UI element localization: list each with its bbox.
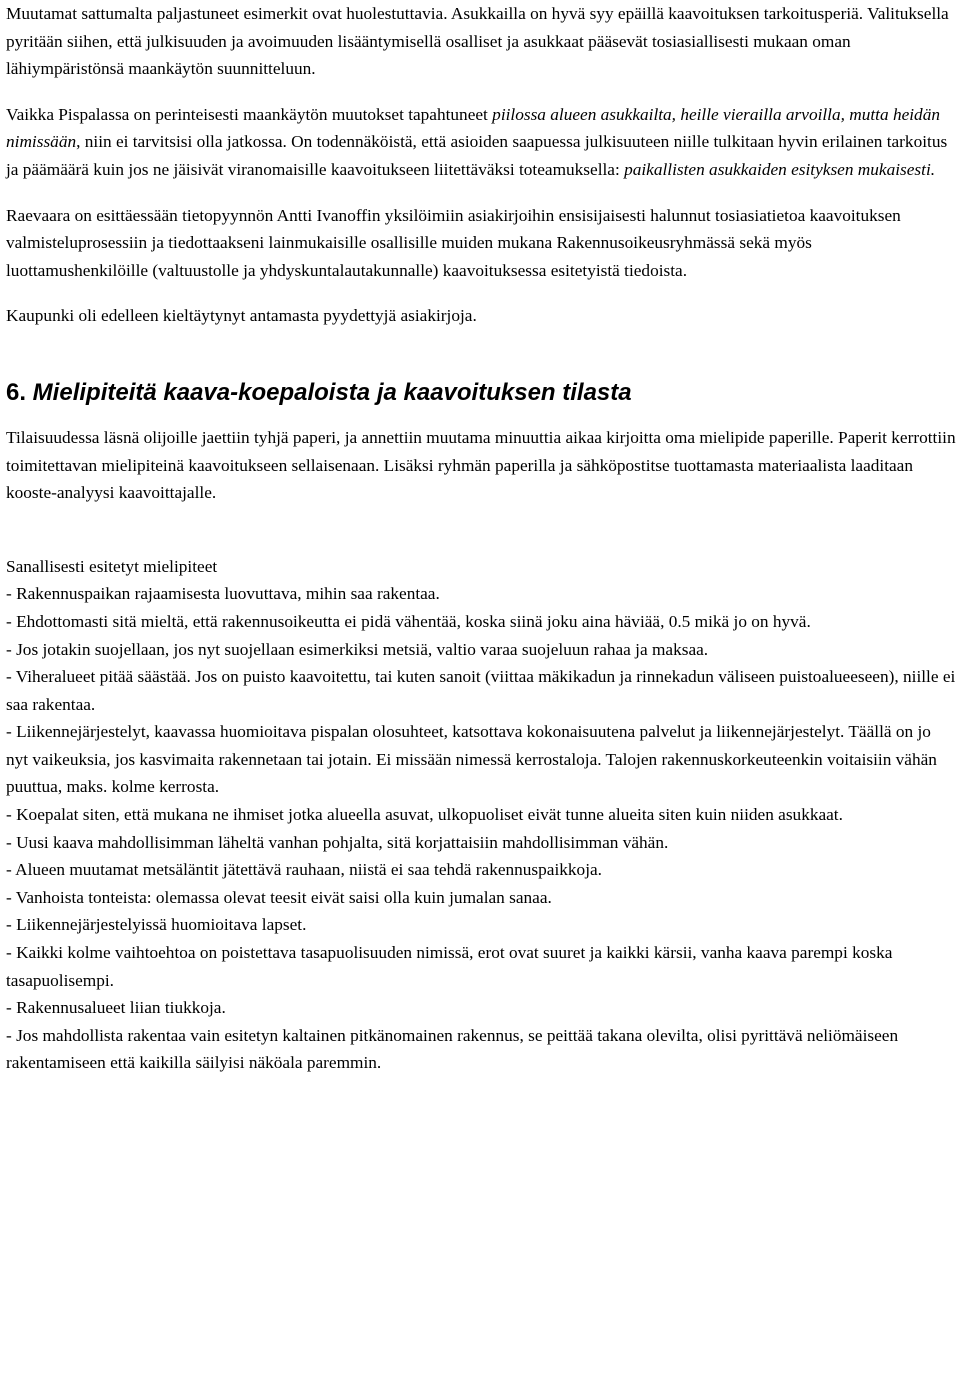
paragraph-pispala-part-c: , niin ei tarvitsisi olla jatkossa. On todennäköistä, että asioiden saapuessa julkisuuteen niille tulkitaan hyvin erilainen tarkoitus ja päämäärä kuin jos ne jäisivät viranomaisille kaavoitukseen liitettäväksi toteamuksella: — [6, 132, 948, 179]
section-heading — [6, 376, 956, 408]
section-intro: Tilaisuudessa läsnä olijoille jaettiin tyhjä paperi, ja annettiin muutama minuuttia aikaa kirjoitta oma mielipide paperille. Paperit kerrottiin toimitettavan mielipiteinä kaavoitukseen sellaisenaan. Lisäksi ryhmän paperilla ja sähköpostitse tuottamasta materiaalista laaditaan kooste-analyysi kaavoittajalle. — [6, 427, 956, 503]
opinions-list — [6, 580, 956, 1077]
list-item: - Liikennejärjestelyt, kaavassa huomioitava pispalan olosuhteet, katsottava kokonaisuutena palvelut ja liikennejärjestelyt. Täällä on jo nyt vaikeuksia, jos kasvimaita rakennetaan tai jotain. Ei missään nimessä kerrostaloja. Talojen rakennuskorkeuteenkin voitaisiin vähän puuttua, maks. kolme kerrosta. — [6, 722, 937, 797]
list-item: - Liikennejärjestelyissä huomioitava lapset. — [6, 915, 307, 935]
paragraph-pispala-italic-1: piilossa alueen asukkailta, heille vierailla arvoilla, mutta heidän nimissään — [6, 104, 940, 152]
list-item: - Rakennuspaikan rajaamisesta luovuttava, mihin saa rakentaa. — [6, 584, 440, 604]
section-number: 6. — [6, 378, 27, 406]
list-item: - Rakennusalueet liian tiukkoja. — [6, 998, 226, 1018]
paragraph-pispala — [6, 101, 956, 184]
list-item: - Jos jotakin suojellaan, jos nyt suojellaan esimerkiksi metsiä, valtio varaa suojeluun rahaa ja maksaa. — [6, 639, 709, 659]
list-item: - Alueen muutamat metsäläntit jätettävä rauhaan, niistä ei saa tehdä rakennuspaikkoja. — [6, 860, 602, 880]
list-item: - Jos mahdollista rakentaa vain esitetyn kaltainen pitkänomainen rakennus, se peittää takana olevilta, olisi pyrittävä neliömäiseen rakentamiseen että kaikilla säilyisi näköala paremmin. — [6, 1025, 899, 1073]
list-item: - Koepalat siten, että mukana ne ihmiset jotka alueella asuvat, ulkopuoliset eivät tunne alueita siten kuin niiden asukkaat. — [6, 805, 843, 825]
opinions-heading: Sanallisesti esitetyt mielipiteet — [6, 556, 218, 576]
section-title: Mielipiteitä kaava-koepaloista ja kaavoituksen tilasta — [26, 378, 632, 406]
list-item: - Viheralueet pitää säästää. Jos on puisto kaavoitettu, tai kuten sanoit (viittaa mäkikadun ja rinnekadun väliseen puistoalueeseen), niille ei saa rakentaa. — [6, 667, 956, 714]
list-item: - Ehdottomasti sitä mieltä, että rakennusoikeutta ei pidä vähentää, koska siinä joku aina häviää, 0.5 mikä jo on hyvä. — [6, 611, 811, 631]
list-item: - Uusi kaava mahdollisimman läheltä vanhan pohjalta, sitä korjattaisiin mahdollisimman vähän. — [6, 832, 669, 852]
document-page — [6, 0, 956, 1077]
paragraph-intro-examples: Muutamat sattumalta paljastuneet esimerkit ovat huolestuttavia. Asukkailla on hyvä syy epäillä kaavoituksen tarkoitusperiä. Valituksella pyritään siihen, että julkisuuden ja avoimuuden lisääntymisellä osalliset ja asukkaat pääsevät tosiasiallisesti mukaan oman lähiympäristönsä maankäytön suunnitteluun. — [6, 4, 949, 79]
paragraph-city-refused: Kaupunki oli edelleen kieltäytynyt antamasta pyydettyjä asiakirjoja. — [6, 306, 477, 326]
list-item: - Kaikki kolme vaihtoehtoa on poistettava tasapuolisuuden nimissä, erot ovat suuret ja kaikki kärsii, vanha kaava parempi koska tasapuolisempi. — [6, 943, 893, 990]
paragraph-pispala-italic-2: paikallisten asukkaiden esityksen mukaisesti. — [624, 159, 936, 179]
paragraph-raevaara: Raevaara on esittäessään tietopyynnön Antti Ivanoffin yksilöimiin asiakirjoihin ensisijaisesti halunnut tosiasiatietoa kaavoituksen valmisteluprosessiin ja tiedottaakseni lainmukaisille osallisille muiden mukana Rakennusoikeusryhmässä sekä myös luottamushenkilöille (valtuustolle ja yhdyskuntalautakunnalle) kaavoituksessa esitetyistä tiedoista. — [6, 205, 901, 280]
paragraph-pispala-part-a: Vaikka Pispalassa on perinteisesti maankäytön muutokset tapahtuneet — [6, 104, 493, 124]
list-item: - Vanhoista tonteista: olemassa olevat teesit eivät saisi olla kuin jumalan sanaa. — [6, 887, 552, 907]
